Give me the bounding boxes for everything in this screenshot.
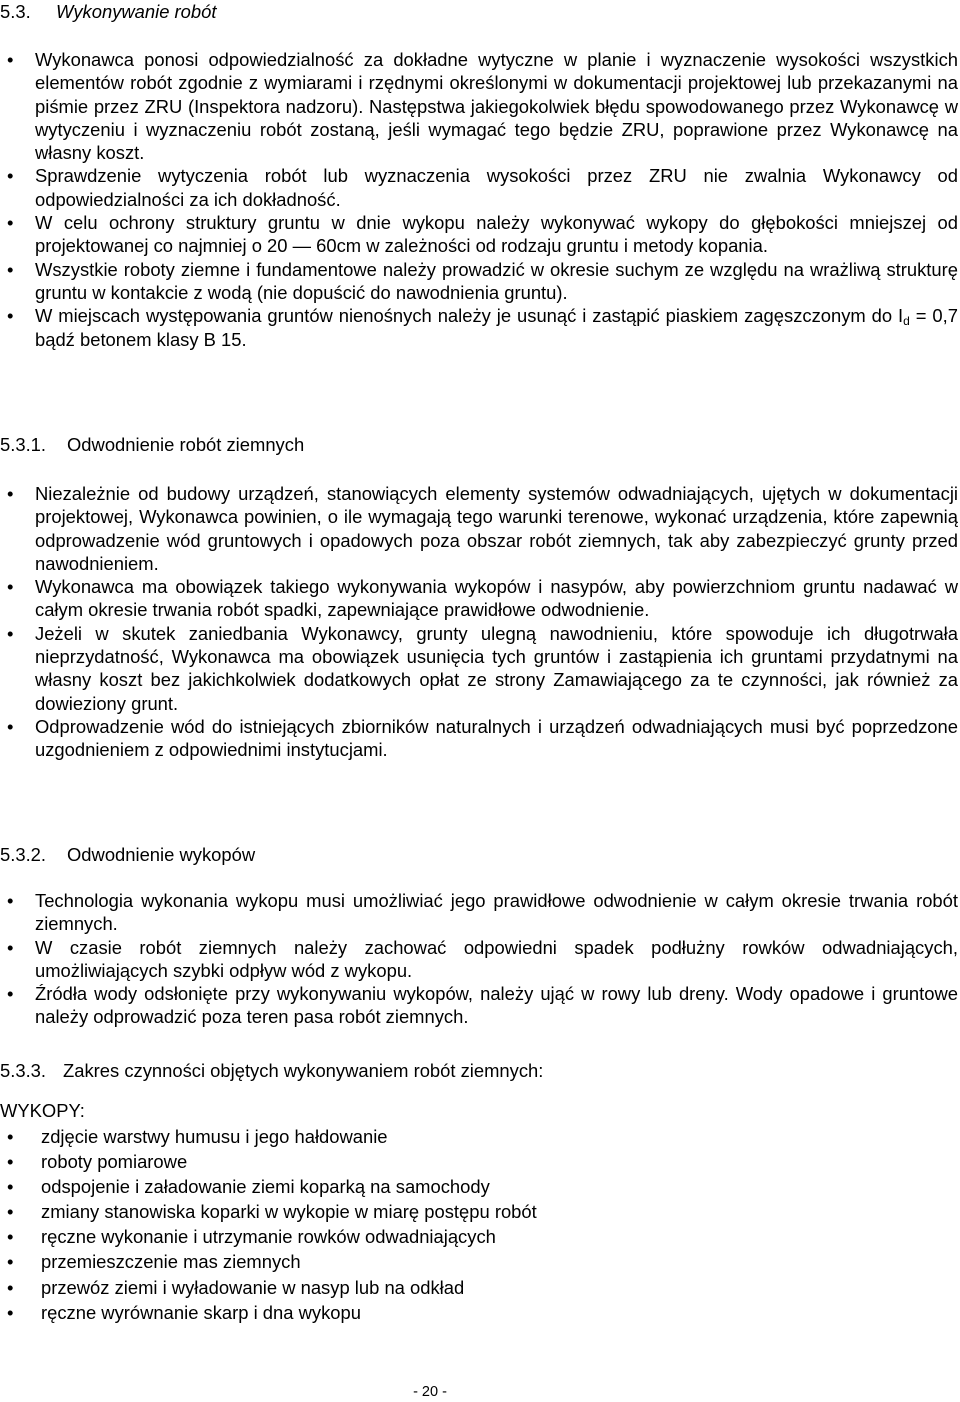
bullet-icon: • xyxy=(7,1176,14,1198)
list-item xyxy=(0,982,958,1029)
bullet-icon: • xyxy=(7,212,14,234)
subsection-heading-5-3-2 xyxy=(0,843,255,866)
bullet-icon: • xyxy=(7,936,14,958)
bullet-list-excavation-drainage xyxy=(0,889,958,1029)
list-item-text: W czasie robót ziemnych należy zachować odpowiedni spadek podłużny rowków odwadniających, umożliwiających szybki odpływ wód z wykopu. xyxy=(35,936,958,981)
bullet-list-earthworks-drainage xyxy=(0,482,958,762)
list-item-text: odspojenie i załadowanie ziemi koparką na samochody xyxy=(41,1176,490,1198)
subsection-number: 5.3.2. xyxy=(0,844,47,865)
list-item-text: przewóz ziemi i wyładowanie w nasyp lub na odkład xyxy=(41,1276,465,1298)
list-item xyxy=(0,1149,958,1174)
list-item-text: Wykonawca ponosi odpowiedzialność za dokładne wytyczne w planie i wyznaczenie wysokości wszystkich elementów robót zgodnie z wymiarami i rzędnymi określonymi w dokumentacji projektowej lub przekazanymi na piśmie przez ZRU (Inspektora nadzoru). Następstwa jakiegokolwiek błędu spowodowanego przez Wykonawcę w wytyczeniu i wyznaczeniu robót zostaną, jeśli wymagać tego będzie ZRU, poprawione przez Wykonawcę na własny koszt. xyxy=(35,49,958,164)
list-item xyxy=(0,1124,958,1149)
list-item xyxy=(0,1275,958,1300)
wykopy-label: WYKOPY: xyxy=(0,1100,85,1121)
list-item xyxy=(0,1300,958,1325)
list-item xyxy=(0,48,958,164)
list-item-text: Wszystkie roboty ziemne i fundamentowe należy prowadzić w okresie suchym ze względu na wrażliwą strukturę gruntu w kontakcie z wodą (nie dopuścić do nawodnienia gruntu). xyxy=(35,258,958,303)
list-item xyxy=(0,575,958,622)
subsection-number: 5.3.3. xyxy=(0,1060,47,1081)
list-item xyxy=(0,889,958,936)
subsection-title: Odwodnienie wykopów xyxy=(67,844,256,865)
section-heading xyxy=(0,0,216,23)
list-item-text: zdjęcie warstwy humusu i jego hałdowanie xyxy=(41,1126,388,1147)
list-item xyxy=(0,164,958,211)
bullet-icon: • xyxy=(7,165,14,187)
bullet-icon: • xyxy=(7,1201,14,1223)
list-item-text: Źródła wody odsłonięte przy wykonywaniu wykopów, należy ująć w rowy lub dreny. Wody opadowe i gruntowe należy odprowadzić poza teren pasa robót ziemnych. xyxy=(35,983,958,1028)
bullet-list-execution xyxy=(0,48,958,351)
list-item-text: Wykonawca ma obowiązek takiego wykonywania wykopów i nasypów, aby powierzchniom gruntu nadawać w całym okresie trwania robót spadki, zapewniające prawidłowe odwodnienie. xyxy=(35,576,958,621)
list-item-text: Niezależnie od budowy urządzeń, stanowiących elementy systemów odwadniających, ujętych w dokumentacji projektowej, Wykonawca powinien, o ile wymagają tego warunki terenowe, wykonać urządzenia, które zapewnią odprowadzenie wód gruntowych i opadowych poza obszar robót ziemnych, tak aby zabezpieczyć grunty przed nawodnieniem. xyxy=(35,483,958,574)
subsection-title: Odwodnienie robót ziemnych xyxy=(67,434,305,455)
list-item-text: roboty pomiarowe xyxy=(41,1151,188,1173)
list-item-text: W celu ochrony struktury gruntu w dnie wykopu należy wykonywać wykopy do głębokości mniejszej od projektowanej co najmniej o 20 — 60cm w zależności od rodzaju gruntu i metody kopania. xyxy=(35,212,958,257)
section-number: 5.3. xyxy=(0,1,31,22)
list-item xyxy=(0,482,958,575)
bullet-icon: • xyxy=(7,1126,14,1147)
list-item xyxy=(0,936,958,983)
bullet-icon: • xyxy=(7,890,14,911)
bullet-icon: • xyxy=(7,1226,14,1248)
list-item xyxy=(0,211,958,258)
list-item xyxy=(0,1174,958,1199)
page-number: - 20 - xyxy=(413,1384,447,1400)
list-item-text: Technologia wykonania wykopu musi umożliwiać jego prawidłowe odwodnienie w całym okresie trwania robót ziemnych. xyxy=(35,890,958,935)
subsection-title: Zakres czynności objętych wykonywaniem robót ziemnych: xyxy=(63,1060,544,1081)
list-item xyxy=(0,258,958,305)
subsection-number: 5.3.1. xyxy=(0,434,47,455)
list-item-text: zmiany stanowiska koparki w wykopie w miarę postępu robót xyxy=(41,1201,537,1223)
bullet-icon: • xyxy=(7,1251,14,1273)
list-item-text-before: W miejscach występowania gruntów nienośnych należy je usunąć i zastąpić piaskiem zagęszczonym do I xyxy=(35,305,904,327)
bullet-icon: • xyxy=(7,983,14,1005)
list-item-text: Jeżeli w skutek zaniedbania Wykonawcy, grunty ulegną nawodnieniu, które spowoduje ich długotrwała nieprzydatność, Wykonawca ma obowiązek usunięcia tych gruntów i zastąpienia ich gruntami przydatnymi na własny koszt bez jakichkolwiek dodatkowych opłat ze strony Zamawiającego za te czynności, jak również za dowieziony grunt. xyxy=(35,622,958,714)
list-item-text-after: = 0,7 bądź betonem klasy B 15. xyxy=(35,305,958,350)
bullet-icon: • xyxy=(7,1276,14,1298)
subsection-heading-5-3-3 xyxy=(0,1059,543,1082)
bullet-icon: • xyxy=(7,576,14,598)
list-item-text: ręczne wykonanie i utrzymanie rowków odwadniających xyxy=(41,1226,496,1248)
section-title: Wykonywanie robót xyxy=(56,1,217,22)
subscript-d: d xyxy=(903,314,910,329)
bullet-icon: • xyxy=(7,483,14,504)
list-item xyxy=(0,304,958,351)
bullet-icon: • xyxy=(7,49,14,70)
bullet-icon: • xyxy=(7,715,14,737)
list-item xyxy=(0,1199,958,1224)
bullet-icon: • xyxy=(7,622,14,644)
list-item xyxy=(0,1224,958,1249)
list-item xyxy=(0,715,958,762)
list-item-text: Odprowadzenie wód do istniejących zbiorników naturalnych i urządzeń odwadniających musi być poprzedzone uzgodnieniem z odpowiednimi instytucjami. xyxy=(35,715,958,761)
bullet-icon: • xyxy=(7,258,14,280)
bullet-list-wykopy xyxy=(0,1124,958,1325)
list-item xyxy=(0,1249,958,1274)
bullet-icon: • xyxy=(7,1151,14,1173)
bullet-icon: • xyxy=(7,1301,14,1323)
list-item-text: ręczne wyrównanie skarp i dna wykopu xyxy=(41,1301,361,1323)
subsection-heading-5-3-1 xyxy=(0,433,304,456)
list-item-text: Sprawdzenie wytyczenia robót lub wyznaczenia wysokości przez ZRU nie zwalnia Wykonawcy od odpowiedzialności za ich dokładność. xyxy=(35,165,958,210)
bullet-icon: • xyxy=(7,305,14,327)
list-item-text: przemieszczenie mas ziemnych xyxy=(41,1251,301,1273)
list-item xyxy=(0,622,958,715)
